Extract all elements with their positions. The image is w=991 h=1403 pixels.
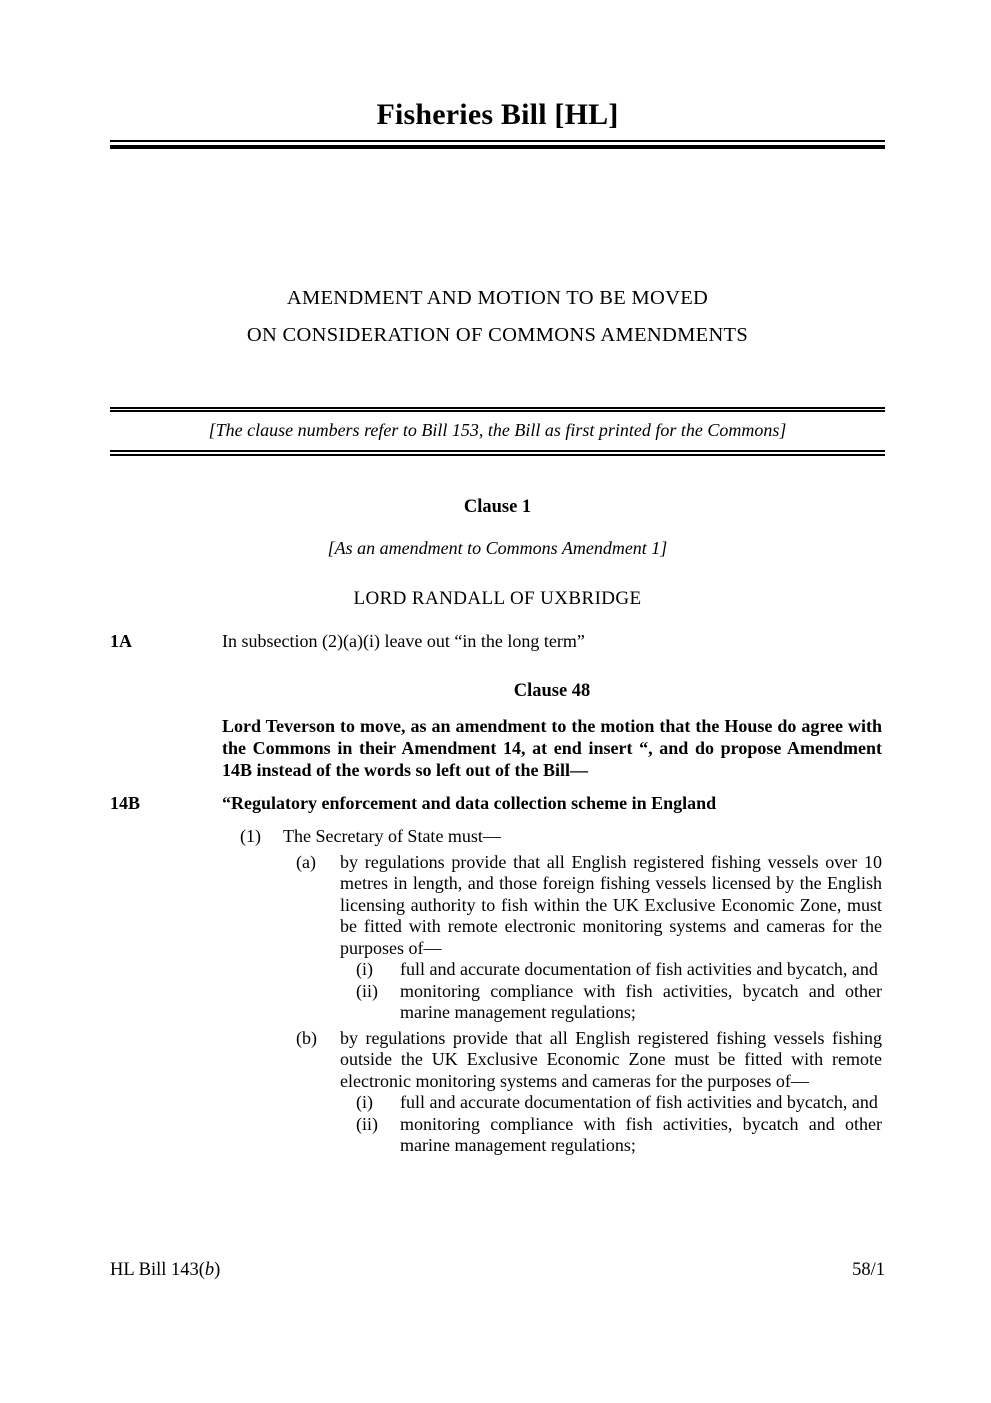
paragraph-a-subpara-ii xyxy=(222,981,882,1024)
amendment-14b-heading: “Regulatory enforcement and data collection scheme in England xyxy=(222,792,717,813)
clause-48-motion: Lord Teverson to move, as an amendment to the motion that the House do agree with the Commons in their Amendment 14, at end insert “, and do propose Amendment 14B instead of the words so left out of the Bill— xyxy=(222,715,882,780)
footer-bill-prefix: HL Bill 143( xyxy=(110,1260,205,1280)
footer-page-reference: 58/1 xyxy=(852,1260,885,1280)
amendment-1a-text: In subsection (2)(a)(i) leave out “in the long term” xyxy=(222,631,585,651)
paragraph-a-subpara-i-number: (i) xyxy=(356,959,373,979)
paragraph-b xyxy=(222,1028,882,1093)
footer-bill-reference xyxy=(110,1260,220,1281)
page-title: Fisheries Bill [HL] xyxy=(376,98,619,131)
paragraph-a xyxy=(222,852,882,960)
document-heading-line1: AMENDMENT AND MOTION TO BE MOVED xyxy=(286,287,709,309)
paragraph-b-subpara-i xyxy=(222,1092,882,1114)
subsection-1-number: (1) xyxy=(240,826,261,846)
clause-1-note: [As an amendment to Commons Amendment 1] xyxy=(327,538,668,558)
paragraph-b-subpara-i-text: full and accurate documentation of fish activities and bycatch, and xyxy=(400,1092,878,1112)
clause-1-mover: LORD RANDALL OF UXBRIDGE xyxy=(353,588,642,609)
amendment-14b xyxy=(110,792,882,815)
clause-reference-note-text: [The clause numbers refer to Bill 153, the Bill as first printed for the Commons] xyxy=(208,420,787,440)
paragraph-a-subpara-i xyxy=(222,959,882,981)
paragraph-b-subpara-ii-number: (ii) xyxy=(356,1113,378,1134)
document-heading xyxy=(110,280,885,354)
document-body xyxy=(110,631,882,1157)
page-footer xyxy=(110,1260,885,1281)
amendment-1a xyxy=(110,631,882,653)
clause-1-heading: Clause 1 xyxy=(463,497,532,517)
footer-bill-suffix: ) xyxy=(214,1260,221,1280)
footer-bill-italic: b xyxy=(204,1260,215,1280)
document-heading-line2: ON CONSIDERATION OF COMMONS AMENDMENTS xyxy=(246,324,749,346)
paragraph-b-text: by regulations provide that all English registered fishing vessels fishing outside the UK Exclusive Economic Zone must be fitted with remote electronic monitoring systems and cameras for the purposes of— xyxy=(340,1027,882,1091)
paragraph-a-number: (a) xyxy=(296,851,316,872)
paragraph-a-subpara-ii-number: (ii) xyxy=(356,980,378,1001)
paragraph-b-subpara-ii-text: monitoring compliance with fish activities, bycatch and other marine management regulations; xyxy=(400,1113,882,1155)
paragraph-b-subpara-i-number: (i) xyxy=(356,1092,373,1112)
clause-48-heading: Clause 48 xyxy=(513,680,591,701)
subsection-1 xyxy=(222,826,882,848)
title-rule xyxy=(110,140,885,149)
paragraph-a-subpara-i-text: full and accurate documentation of fish activities and bycatch, and xyxy=(400,959,878,979)
paragraph-a-text: by regulations provide that all English registered fishing vessels over 10 metres in length, and those foreign fishing vessels licensed by the English licensing authority to fish within the UK Exclusive Economic Zone, must be fitted with remote electronic monitoring systems and cameras for the purposes of— xyxy=(340,851,882,958)
subsection-1-text: The Secretary of State must— xyxy=(283,826,501,846)
paragraph-b-subpara-ii xyxy=(222,1114,882,1157)
amendment-1a-number: 1A xyxy=(110,631,132,651)
paragraph-a-subpara-ii-text: monitoring compliance with fish activities, bycatch and other marine management regulations; xyxy=(400,980,882,1022)
clause-reference-note xyxy=(110,407,885,456)
amendment-14b-number: 14B xyxy=(110,792,141,813)
paragraph-b-number: (b) xyxy=(296,1027,317,1048)
